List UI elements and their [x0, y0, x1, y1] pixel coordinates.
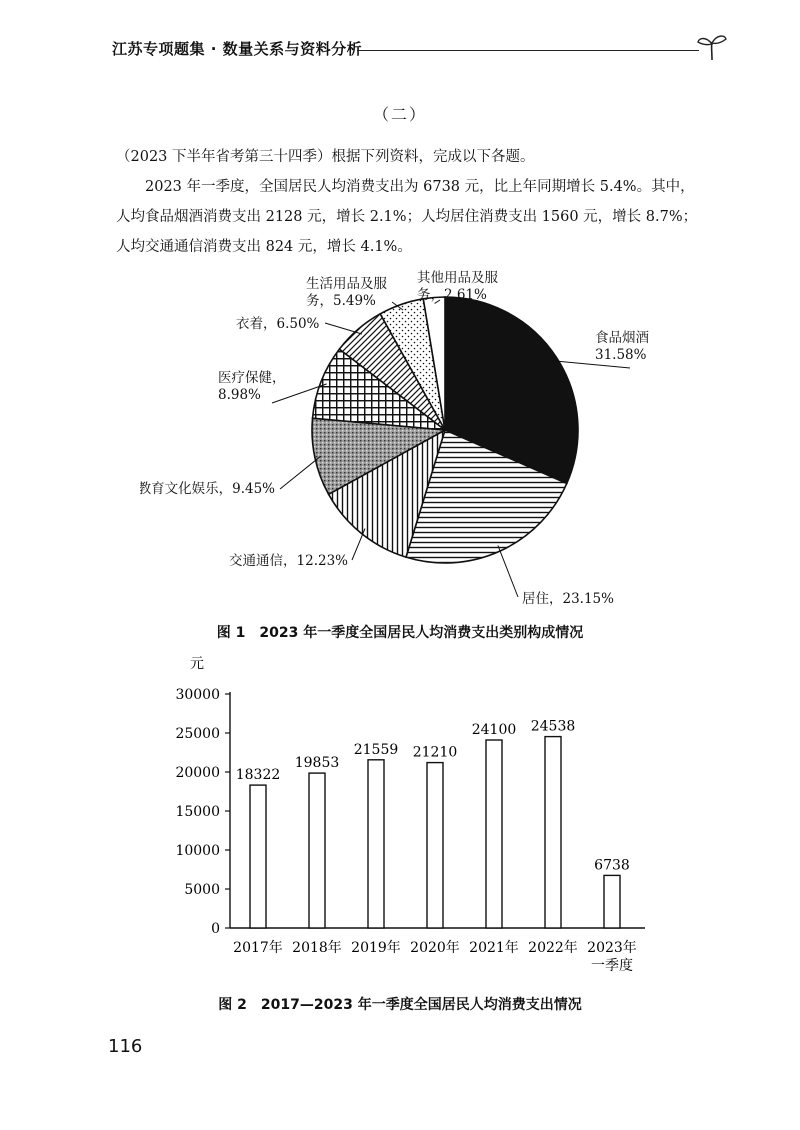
section-title: （二）	[372, 105, 427, 124]
pie-label-5: 衣着，6.50%	[236, 316, 320, 332]
bar-x-label-6: 2023年一季度	[587, 940, 637, 974]
bar-3	[427, 763, 443, 928]
bar-y-tick-label-0: 0	[211, 921, 220, 937]
pie-label-4: 医疗保健， 8.98%	[218, 370, 286, 403]
bar-value-label-2: 21559	[353, 741, 399, 758]
pie-label-1: 居住，23.15%	[522, 591, 614, 607]
figure2-caption: 图 2 2017—2023 年一季度全国居民人均消费支出情况	[218, 997, 582, 1013]
material-paragraph: 2023 年一季度，全国居民人均消费支出为 6738 元，比上年同期增长 5.4%。其中，人均食品烟酒消费支出 2128 元，增长 2.1%；人均居住消费支出 1560 元，增长 8.7%；人均交通通信消费支出 824 元，增长 4.1%。	[116, 179, 698, 255]
page-number: 116	[108, 1036, 143, 1057]
bar-6	[604, 875, 620, 928]
figure1-caption: 图 1 2023 年一季度全国居民人均消费支出类别构成情况	[216, 625, 584, 641]
pie-leader-line-1	[498, 545, 518, 597]
bar-x-label-0: 2017年	[233, 940, 283, 956]
pie-chart	[140, 260, 700, 616]
pie-chart-figure	[140, 260, 700, 616]
bar-x-label-1: 2018年	[292, 940, 342, 956]
bar-x-label-4: 2021年	[469, 940, 519, 956]
bar-chart	[140, 648, 660, 988]
bar-value-label-3: 21210	[412, 744, 458, 761]
bar-x-label-2: 2019年	[351, 940, 401, 956]
bar-x-label-5: 2022年	[528, 940, 578, 956]
pie-leader-line-3	[280, 456, 321, 489]
bar-value-label-1: 19853	[294, 755, 340, 772]
bar-y-tick-label-3: 15000	[175, 804, 220, 820]
pie-leader-line-2	[352, 529, 365, 560]
header-rule	[357, 50, 699, 51]
bar-y-tick-label-1: 5000	[184, 882, 220, 898]
bar-y-tick-label-6: 30000	[175, 687, 220, 703]
running-header	[112, 32, 722, 62]
bar-1	[309, 773, 325, 928]
pie-label-6: 生活用品及服务，5.49%	[306, 276, 387, 309]
bar-2	[368, 760, 384, 928]
pie-label-7: 其他用品及服务，2.61%	[417, 270, 498, 303]
bar-y-tick-label-4: 20000	[175, 765, 220, 781]
pie-label-2: 交通通信，12.23%	[229, 553, 348, 569]
bar-y-tick-label-5: 25000	[175, 726, 220, 742]
pie-label-0: 食品烟酒 31.58%	[595, 330, 649, 363]
pie-label-3: 教育文化娱乐，9.45%	[140, 481, 275, 497]
bar-chart-figure	[140, 648, 660, 988]
bar-value-label-4: 24100	[471, 722, 517, 738]
source-line: （2023 下半年省考第三十四季）根据下列资料，完成以下各题。	[116, 149, 535, 165]
sprout-icon	[694, 32, 730, 62]
bar-0	[250, 785, 266, 928]
bar-y-tick-label-2: 10000	[175, 843, 220, 859]
bar-x-label-3: 2020年	[410, 940, 460, 956]
bar-5	[545, 737, 561, 928]
bar-value-label-6: 6738	[594, 857, 630, 874]
bar-y-unit-label: 元	[190, 656, 204, 672]
pie-leader-line-5	[325, 323, 362, 334]
header-title: 江苏专项题集 · 数量关系与资料分析	[112, 40, 363, 58]
bar-value-label-5: 24538	[530, 718, 576, 735]
bar-4	[486, 740, 502, 928]
bar-value-label-0: 18322	[235, 767, 281, 784]
